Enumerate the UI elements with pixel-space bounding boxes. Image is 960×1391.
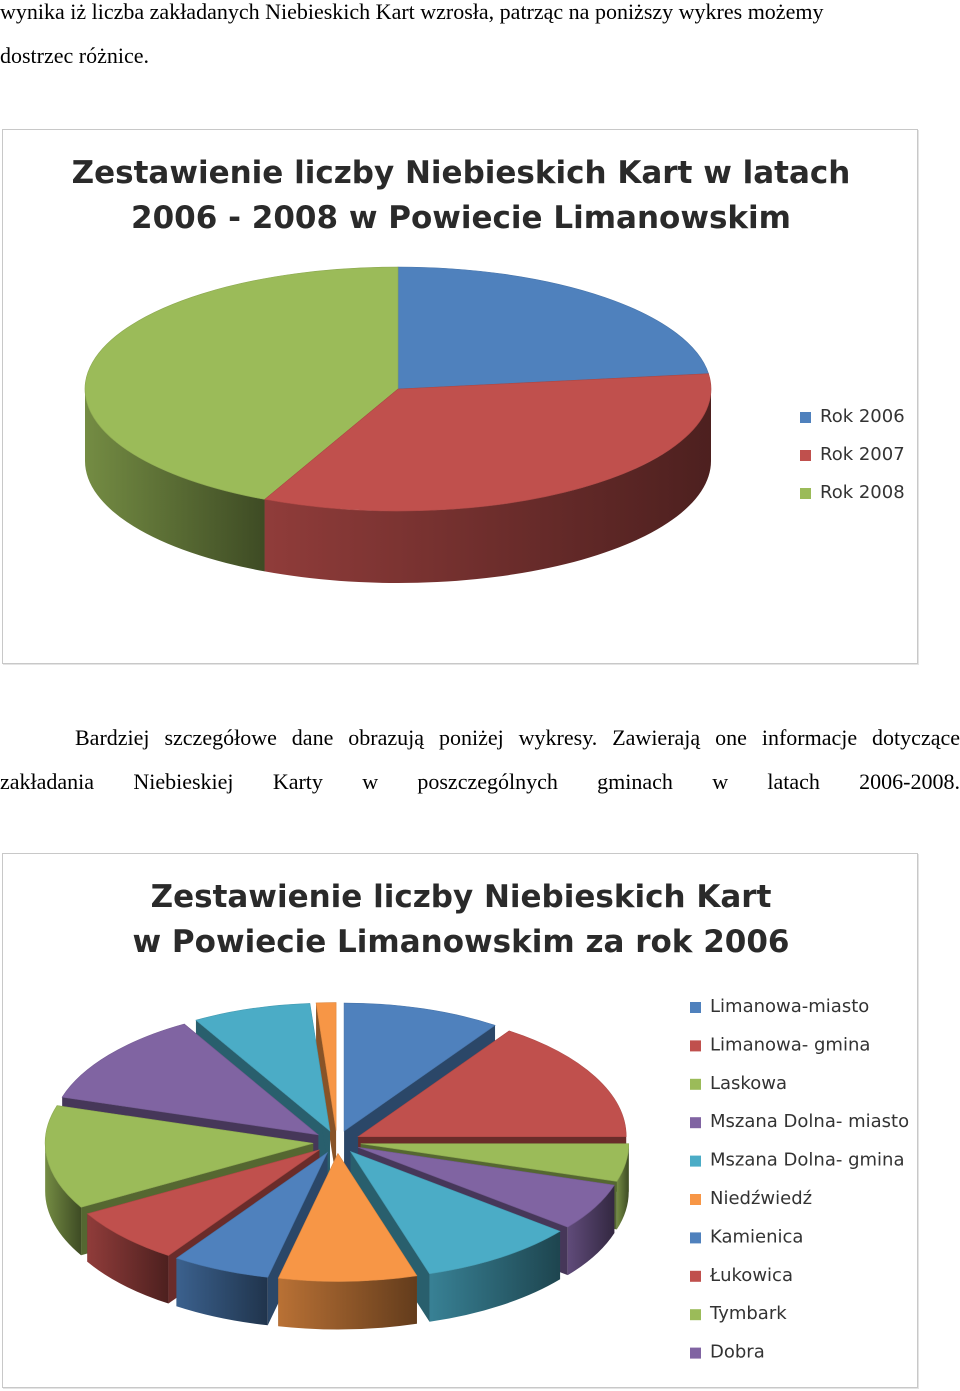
details-paragraph: Bardziej szczegółowe dane obrazują poniżej wykresy. Zawierają one informacje dotyczące zakładania Niebieskiej Karty w poszczególnych gminach w latach 2006-2008.	[0, 725, 960, 794]
gminy-legend-mszana-dolna-gmina	[690, 1150, 904, 1171]
years-legend-swatch	[800, 450, 811, 461]
years-legend-label: Rok 2006	[820, 406, 905, 427]
gminy-legend-label: Mszana Dolna- gmina	[710, 1149, 905, 1171]
years-legend-label: Rok 2007	[820, 444, 905, 465]
gminy-legend-swatch	[690, 1156, 701, 1167]
gminy-legend-label: Mszana Dolna- miasto	[710, 1111, 910, 1133]
gminy-legend-swatch	[690, 1002, 701, 1013]
gminy-legend-dobra	[690, 1342, 765, 1363]
gminy-legend-kamienica	[690, 1226, 803, 1247]
gminy-legend-swatch	[690, 1040, 701, 1051]
gminy-legend-swatch	[690, 1348, 701, 1359]
years-legend-swatch	[800, 488, 811, 499]
gminy-legend-label: Kamienica	[710, 1226, 804, 1248]
gminy-legend-label: Łukowica	[710, 1264, 793, 1286]
gminy-legend-swatch	[690, 1232, 701, 1243]
gminy-legend-swatch	[690, 1271, 701, 1282]
gminy-legend-label: Limanowa-miasto	[710, 996, 870, 1017]
gminy-legend-laskowa	[690, 1073, 787, 1094]
gminy-legend-label: Limanowa- gmina	[710, 1034, 871, 1056]
gminy-legend-swatch	[690, 1117, 701, 1128]
intro-paragraph	[0, 0, 960, 78]
gminy-legend-swatch	[690, 1079, 701, 1090]
gminy-legend-label: Tymbark	[710, 1303, 787, 1325]
gminy-legend-lukowica	[690, 1265, 793, 1286]
years-legend-swatch	[800, 412, 811, 423]
gminy-legend-label: Niedźwiedź	[710, 1188, 813, 1209]
years-legend-rok-2007	[800, 444, 905, 465]
gminy-legend-niedzwiedz	[690, 1188, 812, 1209]
chart-years-2006-2008	[2, 129, 918, 664]
chart-title-line-1: Zestawienie liczby Niebieskich Kart w latach	[71, 155, 851, 191]
intro-line-2: dostrzec różnice.	[0, 43, 150, 68]
chart-2006-gminy	[2, 853, 918, 1388]
gminy-legend-label: Laskowa	[710, 1072, 787, 1094]
intro-line-1: wynika iż liczba zakładanych Niebieskich Kart wzrosła, patrząc na poniższy wykres możemy	[0, 0, 824, 24]
gminy-legend-swatch	[690, 1194, 701, 1205]
chart-years-svg	[3, 130, 919, 665]
years-legend-rok-2006	[800, 406, 905, 427]
gminy-legend-tymbark	[690, 1303, 787, 1324]
gminy-legend-limanowa-gmina	[690, 1034, 870, 1055]
years-legend-label: Rok 2008	[820, 482, 905, 503]
gminy-legend-limanowa-miasto	[690, 996, 869, 1017]
chart-title-line-2: w Powiecie Limanowskim za rok 2006	[132, 924, 790, 960]
years-legend-rok-2008	[800, 482, 905, 503]
chart-title-line-2: 2006 - 2008 w Powiecie Limanowskim	[131, 200, 791, 236]
gminy-legend-label: Dobra	[710, 1341, 765, 1363]
chart-title-line-1: Zestawienie liczby Niebieskich Kart	[150, 879, 772, 915]
gminy-legend-mszana-dolna-miasto	[690, 1111, 909, 1132]
gminy-legend-swatch	[690, 1309, 701, 1320]
chart-2006-svg	[3, 854, 919, 1389]
